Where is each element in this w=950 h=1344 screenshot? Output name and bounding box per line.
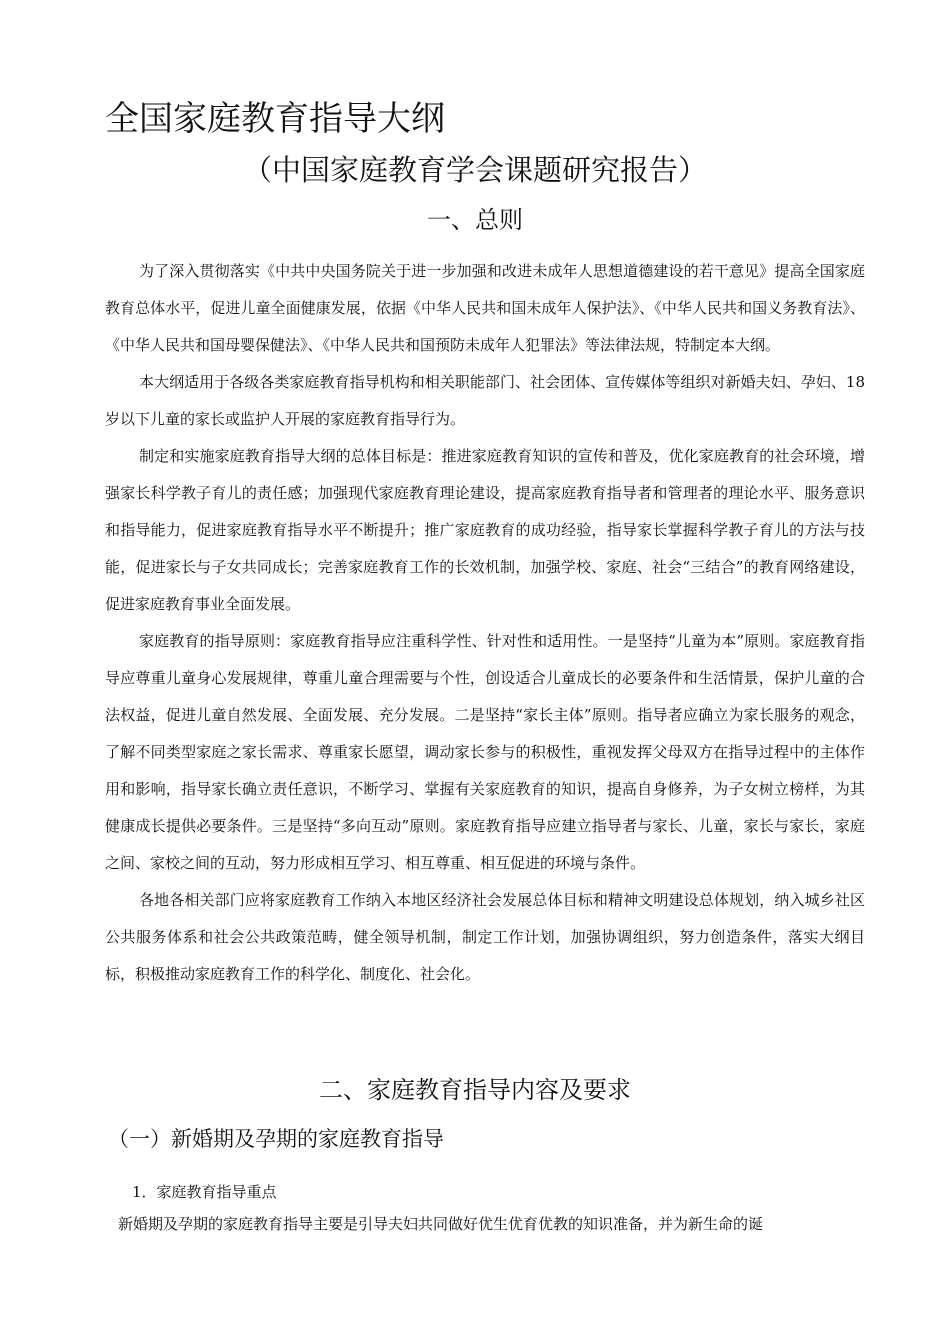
document-subtitle: （中国家庭教育学会课题研究报告） — [242, 153, 707, 187]
paragraph-principles: 家庭教育的指导原则：家庭教育指导应注重科学性、针对性和适用性。一是坚持“儿童为本”原则。家庭教育指导应尊重儿童身心发展规律，尊重儿童合理需要与个性，创设适合儿童成长的必要条件和生活情景，保护儿童的合法权益，促进儿童自然发展、全面发展、充分发展。二是坚持“家长主体”原则。指导者应确立为家长服务的观念，了解不同类型家庭之家长需求、尊重家长愿望，调动家长参与的积极性，重视发挥父母双方在指导过程中的主体作用和影响，指导家长确立责任意识，不断学习、掌握有关家庭教育的知识，提高自身修养，为子女树立榜样，为其健康成长提供必要条件。三是坚持“多向互动”原则。家庭教育指导应建立指导者与家长、儿童，家长与家长，家庭之间、家校之间的互动，努力形成相互学习、相互尊重、相互促进的环境与条件。 — [105, 632, 865, 872]
paragraph-focus-text: 新婚期及孕期的家庭教育指导主要是引导夫妇共同做好优生优育优教的知识准备，并为新生命的诞 — [118, 1215, 764, 1233]
paragraph-purpose: 为了深入贯彻落实《中共中央国务院关于进一步加强和改进未成年人思想道德建设的若干意见》提高全国家庭教育总体水平，促进儿童全面健康发展，依据《中华人民共和国未成年人保护法》、《中华人民共和国义务教育法》、《中华人民共和国母婴保健法》、《中华人民共和国预防未成年人犯罪法》等法律法规，特制定本大纲。 — [105, 262, 865, 354]
item-heading-focus: 1．家庭教育指导重点 — [132, 1183, 277, 1201]
paragraph-scope: 本大纲适用于各级各类家庭教育指导机构和相关职能部门、社会团体、宣传媒体等组织对新婚夫妇、孕妇、18岁以下儿童的家长或监护人开展的家庭教育指导行为。 — [105, 373, 865, 428]
section-heading-general: 一、总则 — [427, 206, 523, 234]
section-heading-content: 二、家庭教育指导内容及要求 — [319, 1076, 631, 1104]
section-general-body — [105, 253, 865, 993]
paragraph-goals: 制定和实施家庭教育指导大纲的总体目标是：推进家庭教育知识的宣传和普及，优化家庭教育的社会环境，增强家长科学教子育儿的责任感；加强现代家庭教育理论建设，提高家庭教育指导者和管理者的理论水平、服务意识和指导能力，促进家庭教育指导水平不断提升；推广家庭教育的成功经验，指导家长掌握科学教子育儿的方法与技能，促进家长与子女共同成长；完善家庭教育工作的长效机制，加强学校、家庭、社会“三结合”的教育网络建设，促进家庭教育事业全面发展。 — [105, 447, 865, 613]
document-title: 全国家庭教育指导大纲 — [105, 99, 445, 139]
subsection-heading-newlywed: （一）新婚期及孕期的家庭教育指导 — [108, 1127, 444, 1151]
paragraph-implementation: 各地各相关部门应将家庭教育工作纳入本地区经济社会发展总体目标和精神文明建设总体规划，纳入城乡社区公共服务体系和社会公共政策范畴，健全领导机制，制定工作计划，加强协调组织，努力创造条件，落实大纲目标，积极推动家庭教育工作的科学化、制度化、社会化。 — [105, 891, 865, 983]
